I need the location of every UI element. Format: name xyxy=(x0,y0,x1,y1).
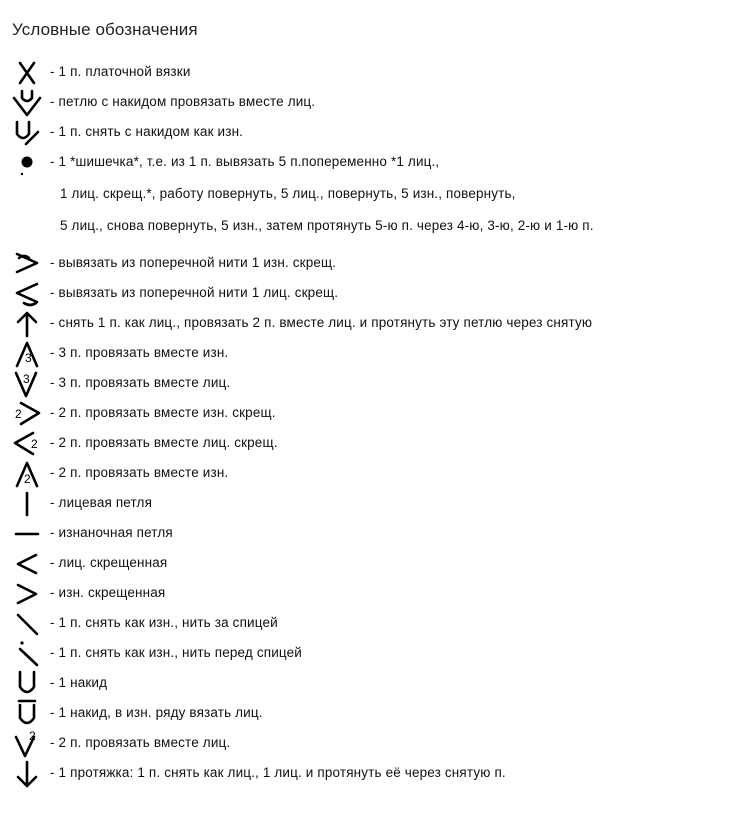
legend-row: - снять 1 п. как лиц., провязать 2 п. вместе лиц. и протянуть эту петлю через снятую xyxy=(0,313,740,337)
legend-row: 3 - 3 п. провязать вместе изн. xyxy=(0,343,740,367)
legend-row: 2 - 2 п. провязать вместе лиц. скрещ. xyxy=(0,433,740,457)
right-angle-loop-icon xyxy=(10,249,44,279)
legend-row: - 1 п. снять как изн., нить перед спицей xyxy=(0,643,740,667)
legend-row: - 1 п. снять как изн., нить за спицей xyxy=(0,613,740,637)
greater-than-icon xyxy=(10,579,44,609)
knit-3-together-icon xyxy=(10,369,44,399)
legend-row: - 1 накид, в изн. ряду вязать лиц. xyxy=(0,703,740,727)
knit-2-crossed-icon xyxy=(10,429,44,459)
svg-text:2: 2 xyxy=(29,729,36,743)
svg-text:3: 3 xyxy=(25,351,32,365)
slash-icon xyxy=(10,609,44,639)
dotted-slash-icon xyxy=(10,639,44,669)
arrow-down-icon xyxy=(10,759,44,789)
legend-continuation: 5 лиц., снова повернуть, 5 изн., затем протянуть 5-ю п. через 4-ю, 3-ю, 2-ю и 1-ю п. xyxy=(60,218,594,233)
legend-row: - 1 п. платочной вязки xyxy=(0,62,740,86)
legend-row: - 1 п. снять с накидом как изн. xyxy=(0,122,740,146)
less-than-icon xyxy=(10,549,44,579)
svg-text:2: 2 xyxy=(24,472,31,486)
legend-row: - петлю с накидом провязать вместе лиц. xyxy=(0,92,740,116)
yarn-over-u-bar-icon xyxy=(10,699,44,729)
legend-row: - изн. скрещенная xyxy=(0,583,740,607)
purl-2-together-icon xyxy=(10,459,44,489)
svg-text:3: 3 xyxy=(23,372,30,386)
legend-row: - вывязать из поперечной нити 1 лиц. скрещ. xyxy=(0,283,740,307)
yarn-over-u-icon xyxy=(10,669,44,699)
legend-title: Условные обозначения xyxy=(12,20,198,39)
arrow-up-icon xyxy=(10,309,44,339)
vertical-bar-icon xyxy=(10,489,44,519)
purl-3-together-icon xyxy=(10,339,44,369)
purl-2-crossed-icon xyxy=(10,399,44,429)
knit-2-together-v-icon xyxy=(10,729,44,759)
legend-row: 2 - 2 п. провязать вместе лиц. xyxy=(0,733,740,757)
left-angle-loop-icon xyxy=(10,279,44,309)
svg-text:2: 2 xyxy=(31,437,38,451)
legend-continuation: 1 лиц. скрещ.*, работу повернуть, 5 лиц., повернуть, 5 изн., повернуть, xyxy=(60,186,516,201)
legend-row: 3 - 3 п. провязать вместе лиц. xyxy=(0,373,740,397)
yarn-over-knit-together-icon xyxy=(10,88,44,118)
legend-row: - изнаночная петля xyxy=(0,523,740,547)
slip-with-yarn-over-icon xyxy=(10,118,44,148)
cross-stitch-icon xyxy=(10,58,44,88)
legend-row: - 1 протяжка: 1 п. снять как лиц., 1 лиц. и протянуть её через снятую п. xyxy=(0,763,740,787)
legend-row: - 1 накид xyxy=(0,673,740,697)
legend-row: 2 - 2 п. провязать вместе изн. xyxy=(0,463,740,487)
legend-row: - лиц. скрещенная xyxy=(0,553,740,577)
legend-row: - вывязать из поперечной нити 1 изн. скрещ. xyxy=(0,253,740,277)
svg-text:2: 2 xyxy=(15,407,22,421)
legend-row: 2 - 2 п. провязать вместе изн. скрещ. xyxy=(0,403,740,427)
horizontal-bar-icon xyxy=(10,519,44,549)
bobble-dot-icon xyxy=(10,148,44,178)
legend-row: - 1 *шишечка*, т.е. из 1 п. вывязать 5 п.попеременно *1 лиц., xyxy=(0,152,740,176)
legend-row: - лицевая петля xyxy=(0,493,740,517)
